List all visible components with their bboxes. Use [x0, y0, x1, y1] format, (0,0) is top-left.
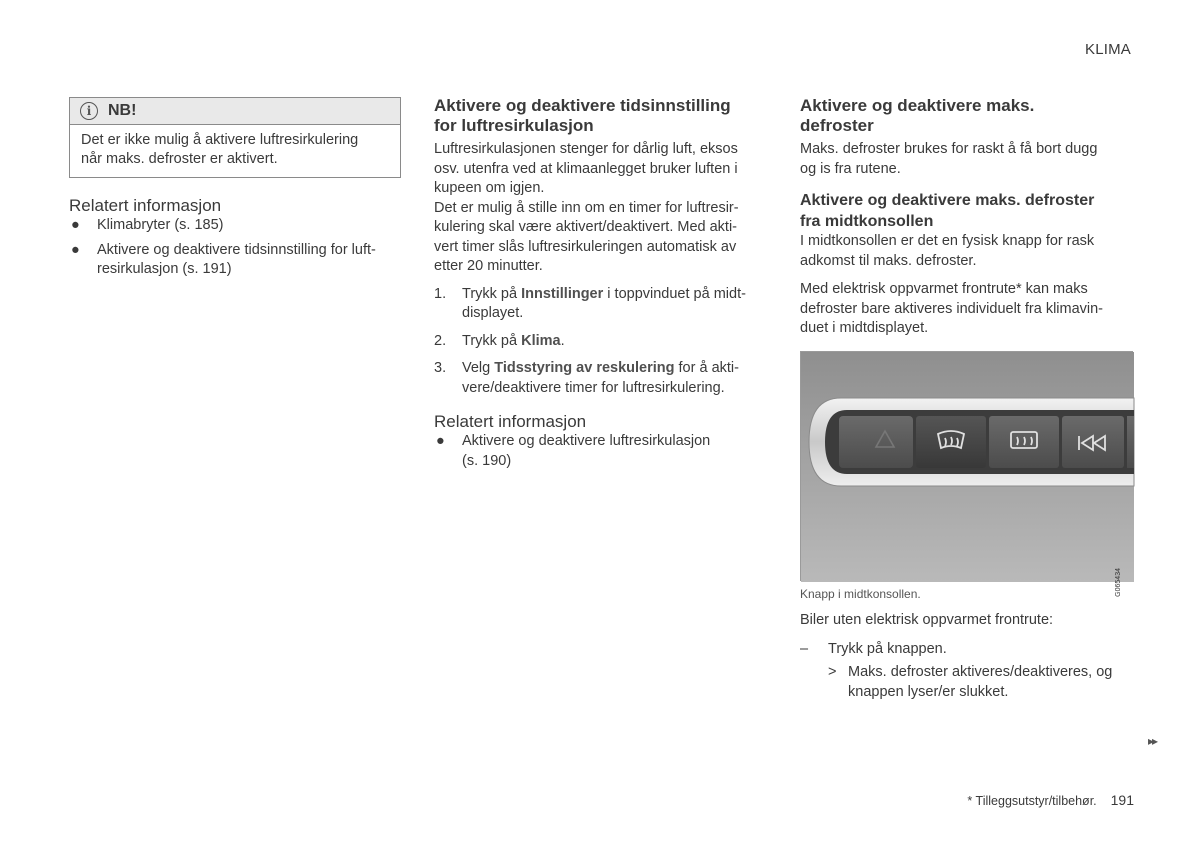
step-text: .	[560, 332, 565, 349]
text-line: vert timer slås luftresirkuleringen automatisk av	[434, 238, 737, 255]
result-item	[800, 663, 1140, 702]
text-line: Det er mulig å stille inn om en timer for luftresir-	[434, 199, 739, 216]
body-text: Biler uten elektrisk oppvarmet frontrute:	[800, 612, 1054, 628]
text-line: Luftresirkulasjonen stenger for dårlig luft, eksos	[434, 141, 738, 157]
step-text: displayet.	[462, 305, 524, 321]
subsection-heading	[800, 190, 1140, 232]
body-text	[434, 199, 769, 277]
step-item	[434, 332, 769, 352]
result-text: Maks. defroster aktiveres/deaktiveres, og	[848, 664, 1113, 680]
related-link[interactable]	[69, 216, 399, 236]
step-text: vere/deaktivere timer for luftresirkulering.	[462, 379, 725, 396]
chapter-label: KLIMA	[1084, 41, 1131, 58]
text-line: kulering skal være aktivert/deaktivert. Med akti-	[434, 219, 737, 235]
related-link-text: resirkulasjon (s. 191)	[97, 261, 232, 277]
text-line: Med elektrisk oppvarmet frontrute* kan maks	[800, 281, 1088, 297]
step-text: Trykk på	[462, 332, 522, 349]
intro-text	[434, 140, 769, 199]
console-illustration	[801, 352, 1134, 582]
step-text: Trykk på	[462, 285, 522, 302]
dash-marker: –	[800, 640, 809, 657]
menu-term: Innstillinger	[521, 285, 604, 302]
image-caption: Knapp i midtkonsollen.	[800, 587, 921, 601]
note-box	[69, 97, 401, 178]
action-item	[800, 640, 1140, 660]
note-body	[70, 125, 400, 177]
bullet-icon: ●	[71, 217, 80, 233]
previous-track-button	[1062, 416, 1124, 468]
text-line: I midtkonsollen er det en fysisk knapp for rask	[800, 233, 1095, 249]
related-link-text: Aktivere og deaktivere tidsinnstilling for luft-	[97, 241, 376, 258]
text-line: duet i midtdisplayet.	[800, 320, 929, 336]
note-header	[70, 98, 400, 125]
menu-term: Tidsstyring av reskulering	[494, 360, 675, 376]
related-heading: Relatert informasjon	[69, 196, 222, 215]
step-item	[434, 359, 769, 398]
related-link-text: Aktivere og deaktivere luftresirkulasjon	[462, 433, 711, 449]
note-title: NB!	[108, 102, 137, 119]
step-text: Velg	[462, 360, 495, 376]
timer-section	[434, 96, 769, 471]
text-line: og is fra rutene.	[800, 160, 901, 177]
body-text	[800, 280, 1140, 339]
section-heading	[434, 96, 769, 136]
body-text	[800, 232, 1140, 271]
bullet-icon: ●	[71, 241, 80, 258]
page-number: 191	[1110, 792, 1134, 808]
step-text: for å akti-	[674, 360, 739, 376]
related-link-text: Klimabryter (s. 185)	[97, 217, 224, 233]
related-link[interactable]	[434, 432, 769, 471]
heading-line: fra midtkonsollen	[800, 213, 934, 230]
step-item	[434, 285, 769, 324]
section-heading	[800, 96, 1140, 136]
heading-line: Aktivere og deaktivere maks. defroster	[800, 192, 1095, 209]
related-link-text: (s. 190)	[462, 452, 512, 469]
heading-line: defroster	[800, 116, 874, 135]
text-line: kupeen om igjen.	[434, 180, 545, 196]
footer-note	[967, 792, 1134, 808]
hazard-button	[839, 416, 913, 468]
result-marker: >	[828, 664, 837, 680]
front-defrost-button	[916, 416, 986, 468]
text-line: adkomst til maks. defroster.	[800, 252, 977, 269]
text-line: osv. utenfra ved at klimaanlegget bruker luften i	[434, 160, 738, 177]
text-line: defroster bare aktiveres individuelt fra klimavin-	[800, 300, 1104, 317]
bullet-icon: ●	[436, 433, 445, 449]
related-heading: Relatert informasjon	[434, 412, 587, 431]
rear-defrost-button	[989, 416, 1059, 468]
instruction-block	[800, 611, 1140, 702]
text-line: Maks. defroster brukes for raskt å få bort dugg	[800, 141, 1098, 157]
related-info-1	[69, 196, 399, 280]
step-number: 2.	[434, 332, 447, 349]
step-number: 1.	[434, 285, 447, 302]
note-line: Det er ikke mulig å aktivere luftresirkulering	[81, 132, 359, 148]
related-link[interactable]	[69, 241, 399, 280]
note-line: når maks. defroster er aktivert.	[81, 151, 278, 167]
heading-line: for luftresirkulasjon	[434, 116, 594, 135]
heading-line: Aktivere og deaktivere maks.	[800, 96, 1035, 115]
step-text: i toppvinduet på midt-	[603, 285, 746, 302]
step-number: 3.	[434, 360, 447, 376]
text-line: etter 20 minutter.	[434, 258, 543, 274]
info-icon: i	[80, 102, 98, 120]
defroster-section	[800, 96, 1140, 339]
intro-text	[800, 140, 1140, 179]
footnote-text: * Tilleggsutstyr/tilbehør.	[967, 794, 1097, 808]
heading-line: Aktivere og deaktivere tidsinnstilling	[434, 96, 731, 115]
action-text: Trykk på knappen.	[828, 640, 947, 657]
continue-arrows-icon: ▸▸	[1148, 734, 1157, 748]
result-text: knappen lyser/er slukket.	[848, 683, 1009, 700]
menu-term: Klima	[521, 332, 561, 349]
image-code: G065434	[1115, 568, 1122, 597]
